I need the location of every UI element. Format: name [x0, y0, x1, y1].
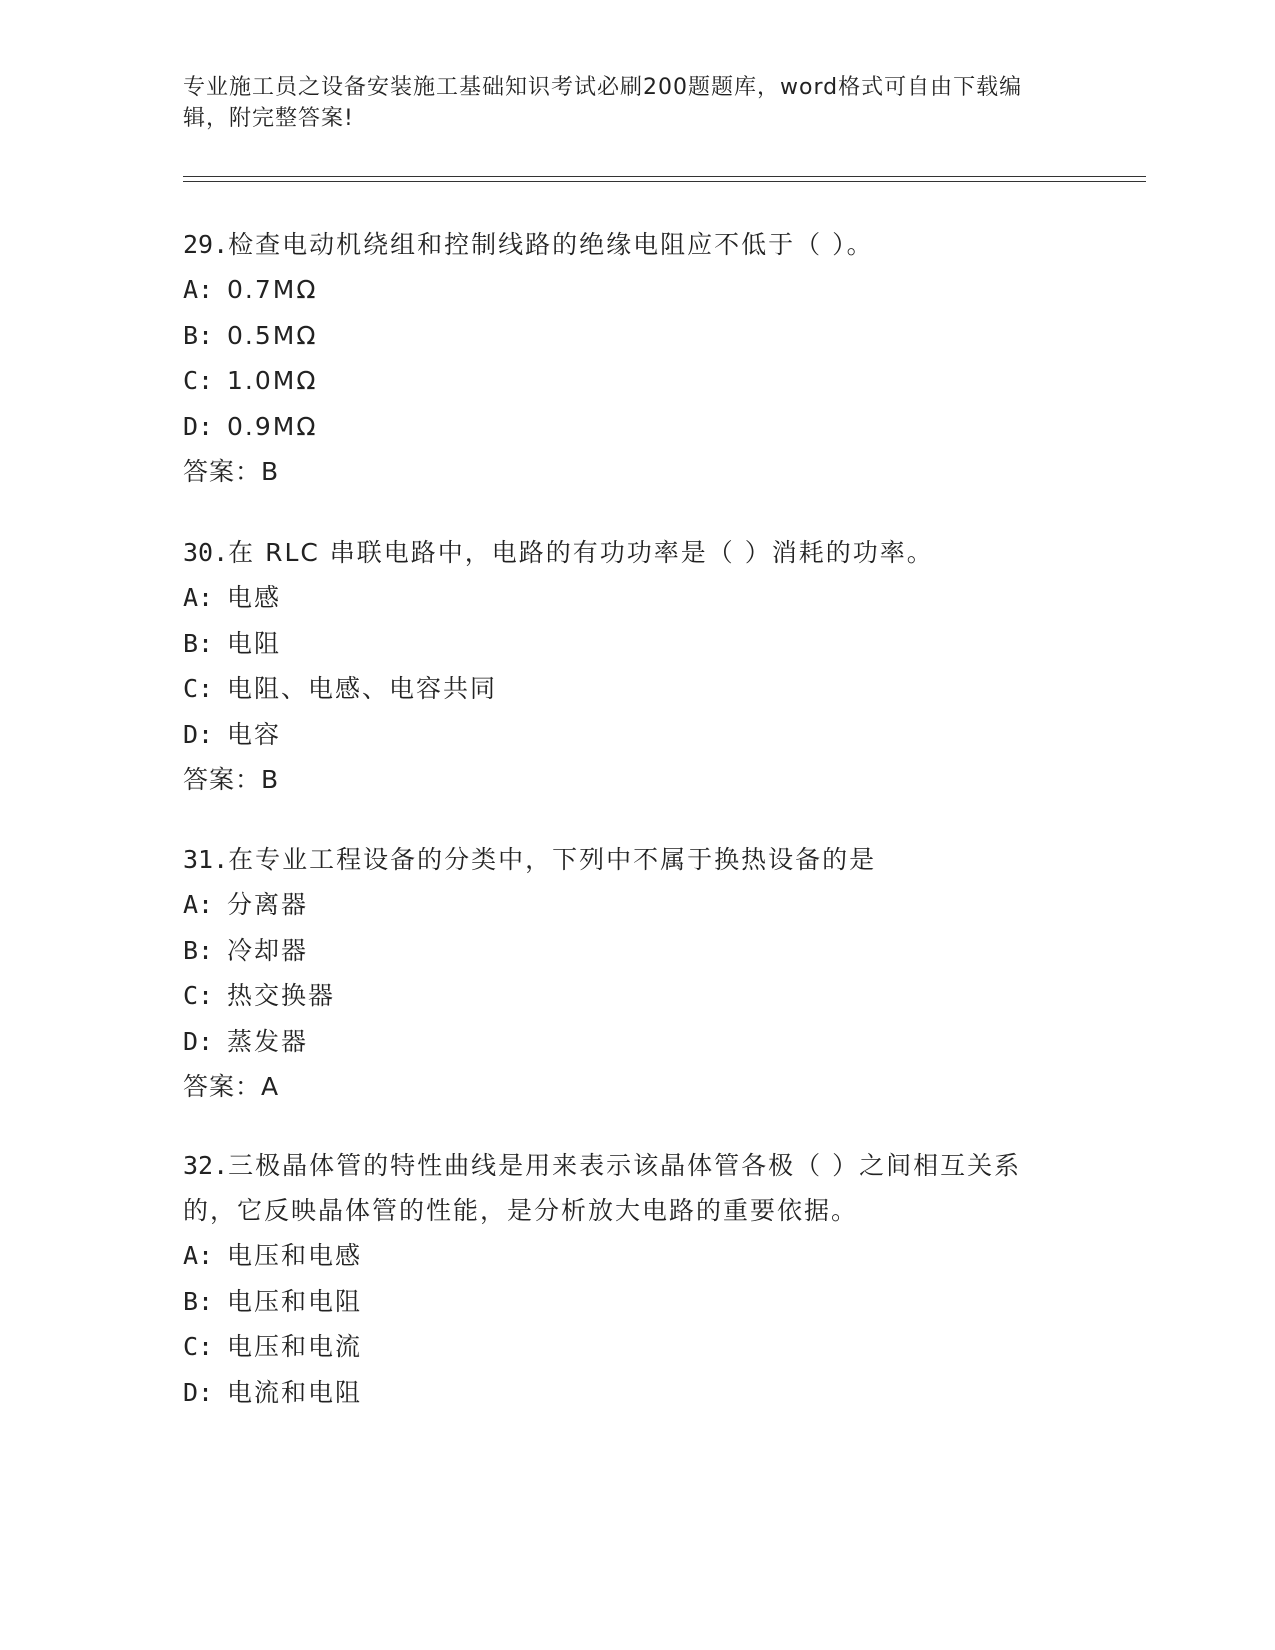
- option-text: 电阻: [227, 628, 282, 658]
- option-text: 冷却器: [227, 935, 309, 965]
- question-30: [183, 530, 1083, 802]
- option-key: D:: [183, 1377, 214, 1407]
- question-31: [183, 837, 1083, 1109]
- option-text: 电容: [227, 719, 282, 749]
- question-number: 30.: [183, 538, 229, 567]
- option-key: C:: [183, 674, 214, 703]
- question-text: [183, 837, 1083, 882]
- answer-label: 答案：: [183, 1072, 262, 1101]
- option-text: 分离器: [227, 890, 309, 919]
- answer-value: B: [261, 765, 280, 794]
- option-b: [183, 621, 1083, 667]
- document-title: 专业施工员之设备安装施工基础知识考试必刷200题题库，word格式可自由下载编辑，附完整答案!: [183, 75, 1023, 131]
- header-divider-top: [183, 176, 1146, 177]
- page-header: [183, 72, 1063, 134]
- option-c: [183, 1324, 1063, 1370]
- option-b: [183, 313, 1083, 359]
- option-text: 蒸发器: [227, 1026, 309, 1056]
- question-body: 在专业工程设备的分类中，下列中不属于换热设备的是: [228, 845, 877, 874]
- question-number: 29.: [183, 230, 229, 259]
- option-key: B:: [183, 320, 214, 350]
- option-key: C:: [183, 981, 214, 1010]
- question-32: [183, 1143, 1063, 1415]
- option-d: [183, 1019, 1083, 1065]
- answer-value: A: [261, 1072, 280, 1101]
- option-key: D:: [183, 719, 214, 749]
- option-key: B:: [183, 935, 214, 965]
- option-text: 电压和电感: [227, 1241, 363, 1270]
- option-d: [183, 712, 1083, 758]
- option-key: A:: [183, 1241, 214, 1270]
- option-a: [183, 1233, 1063, 1279]
- option-a: [183, 575, 1083, 621]
- answer-line: [183, 449, 1083, 494]
- option-text: 热交换器: [227, 981, 336, 1010]
- option-key: B:: [183, 1286, 214, 1316]
- option-text: 0.7MΩ: [227, 275, 318, 304]
- answer-line: [183, 757, 1083, 802]
- question-text: [183, 1143, 1063, 1233]
- option-text: 电流和电阻: [227, 1377, 363, 1407]
- question-number: 32.: [183, 1151, 229, 1180]
- header-divider-bottom: [183, 181, 1146, 182]
- option-key: C:: [183, 366, 214, 395]
- option-c: [183, 973, 1083, 1019]
- answer-value: B: [261, 457, 280, 486]
- option-text: 电压和电流: [227, 1332, 363, 1361]
- question-text: [183, 530, 1083, 575]
- question-body: 三极晶体管的特性曲线是用来表示该晶体管各极（ ）之间相互关系的，它反映晶体管的性能，是分析放大电路的重要依据。: [183, 1151, 1022, 1225]
- option-text: 0.5MΩ: [227, 320, 318, 350]
- question-body: 在 RLC 串联电路中，电路的有功功率是（ ）消耗的功率。: [228, 538, 934, 567]
- option-text: 电感: [227, 583, 282, 612]
- option-key: C:: [183, 1332, 214, 1361]
- option-text: 1.0MΩ: [227, 366, 318, 395]
- option-a: [183, 267, 1083, 313]
- answer-label: 答案：: [183, 765, 262, 794]
- option-key: A:: [183, 275, 214, 304]
- option-b: [183, 928, 1083, 974]
- question-text: [183, 222, 1083, 267]
- answer-label: 答案：: [183, 457, 262, 486]
- option-d: [183, 1370, 1063, 1416]
- option-c: [183, 666, 1083, 712]
- option-d: [183, 404, 1083, 450]
- answer-line: [183, 1064, 1083, 1109]
- option-a: [183, 882, 1083, 928]
- option-key: D:: [183, 411, 214, 441]
- option-key: B:: [183, 628, 214, 658]
- question-body: 检查电动机绕组和控制线路的绝缘电阻应不低于（ ）。: [228, 230, 874, 259]
- option-key: A:: [183, 583, 214, 612]
- question-number: 31.: [183, 845, 229, 874]
- option-key: A:: [183, 890, 214, 919]
- option-b: [183, 1279, 1063, 1325]
- option-key: D:: [183, 1026, 214, 1056]
- option-text: 电阻、电感、电容共同: [227, 674, 498, 703]
- option-text: 电压和电阻: [227, 1286, 363, 1316]
- option-text: 0.9MΩ: [227, 411, 318, 441]
- question-29: [183, 222, 1083, 494]
- option-c: [183, 358, 1083, 404]
